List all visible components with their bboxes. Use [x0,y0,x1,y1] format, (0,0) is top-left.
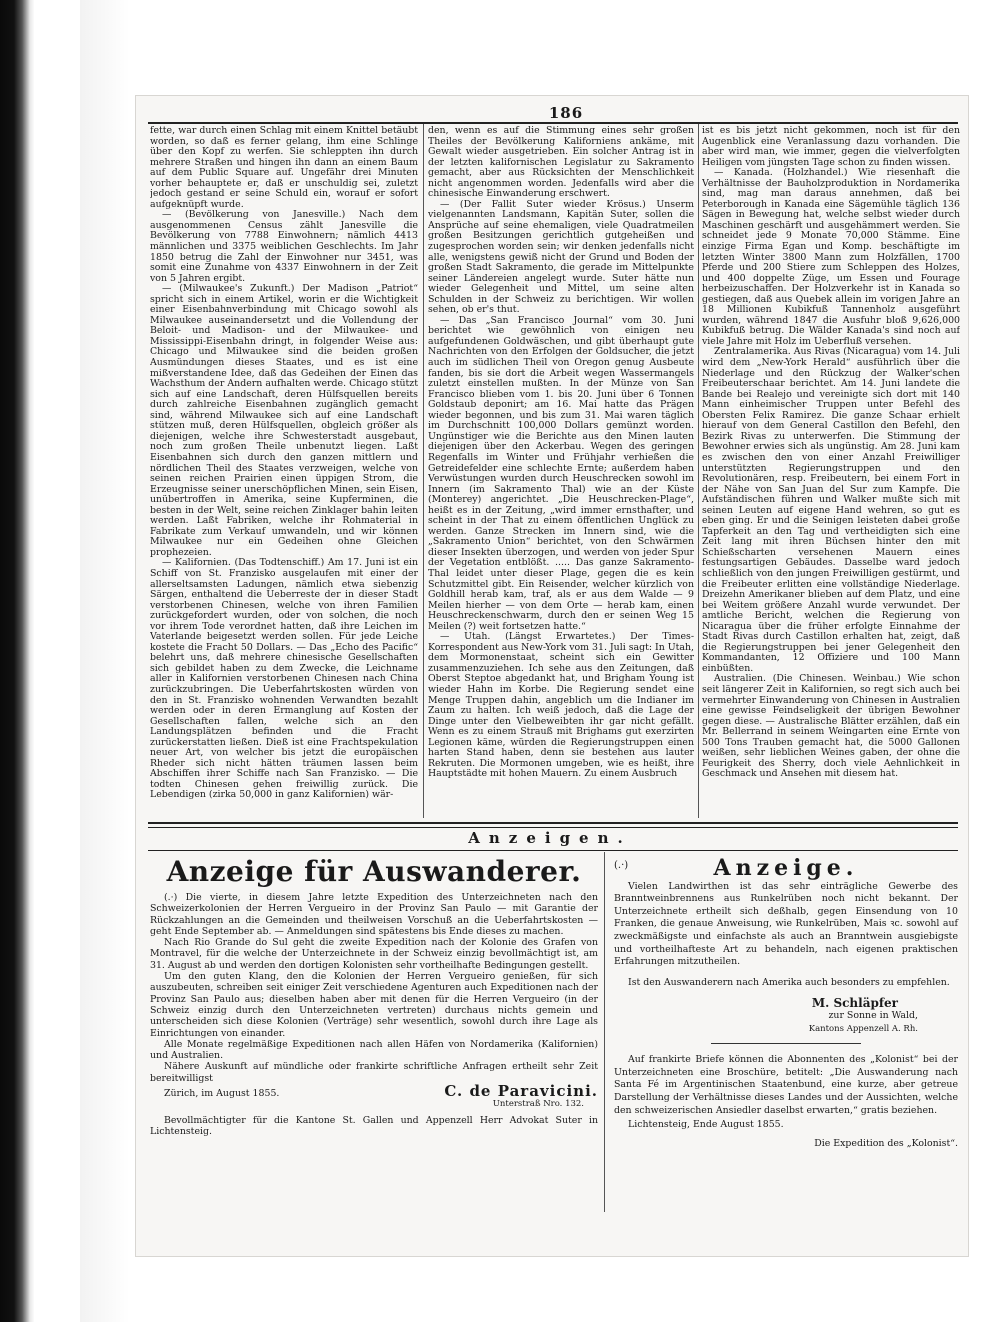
ad-mark: (.·) [614,860,629,871]
emigrant-ad [150,852,598,1137]
ad-paragraph: Um den guten Klang, den die Kolonien der Herren Vergueiro genießen, für sich auszubeuten, schreiben seit einiger Zeit verschiedene Agenturen auch Expeditionen nach der Provinz San Paulo aus; dieselben haben aber mit denen für die Herren Vergueiro (in der Schweiz einzig durch den Unterzeichneten vertreten) durchaus nichts gemein und unterscheiden sich diese Kolonien (Verträge) sehr wesentlich, sowohl durch ihre Lage als Einrichtungen von einander. [150,971,598,1039]
distilling-ad [614,852,958,1150]
article-paragraph: — (Bevölkerung von Janesville.) Nach dem ausgenommenen Census zählt Janesville die Bevölkerung von 7788 Einwohnern; nämlich 4413 männlichen und 3375 weiblichen Geschlechts. Im Jahr 1850 betrug die Zahl der Einwohner nur 3451, was somit eine Zunahme von 4337 Einwohnern in der Zeit von 5 Jahren ergibt. [150,209,418,284]
article-paragraph: Australien. (Die Chinesen. Weinbau.) Wie schon seit längerer Zeit in Kalifornien, so regt sich auch bei vermehrter Einwanderung von Chinesen in Australien eine gewisse Feindseligkeit der übrigen Bewohner gegen diese. — Australische Blätter erzählen, daß ein Mr. Bellerrand in seinem Weingarten eine Ernte von 500 Tons Trauben gemacht hat, die 5000 Gallonen weißen, sehr lieblichen Weines gaben, der ohne die Feurigkeit des Sherry, doch viele Aehnlichkeit in Geschmack und Ansehen mit diesem hat. [702,673,960,780]
article-column-3 [702,126,960,820]
article-paragraph: — Kanada. (Holzhandel.) Wie riesenhaft die Verhältnisse der Bauholzproduktion in Nordamerika sind, mag man daraus annehmen, daß bei Peterborough in Kanada eine Sägemühle täglich 136 Sägen in Bewegung hat, welche selbst wieder durch Maschinen geschärft und ausgehämmert werden. Sie schneidet jede 9 Monate 70,000 Stämme. Eine einzige Firma Egan und Komp. beschäftigte im letzten Winter 3800 Mann zum Holzfällen, 1700 Pferde und 200 Stiere zum Schleppen des Holzes, und 400 doppelte Züge, um Essen und Fourage herbeizuschaffen. Der Holzverkehr ist in Kanada so gestiegen, daß aus Quebek allein im vorigen Jahre an 18 Millionen Kubikfuß Tannenholz ausgeführt wurden, während 1847 die Ausfuhr bloß 9,626,000 Kubikfuß betrug. Die Wälder Kanada's sind noch auf viele Jahre mit Holz im Ueberfluß versehen. [702,167,960,347]
ad-paragraph: Alle Monate regelmäßige Expeditionen nach allen Häfen von Nordamerika (Kalifornien) und Australien. [150,1038,598,1062]
article-paragraph: — Utah. (Längst Erwartetes.) Der Times-Korrespondent aus New-York vom 31. Juli sagt: In Utah, dem Mormonenstaat, scheint sich ein Gewitter zusammenzuziehen. Ich sehe aus den Zeitungen, daß Oberst Steptoe abgedankt hat, und Brigham Young ist wieder Hahn im Korbe. Die Regierung sendet eine Menge Truppen dahin, angeblich um die Indianer im Zaum zu halten. Ich weiß jedoch, daß die Lage der Dinge unter den Vielbeweibten ihr gar nicht gefällt. Wenn es zu einem Strauß mit Brighams gut exerzirten Legionen käme, würden die Regierungstruppen einen harten Stand haben, denn sie bestehen aus lauter Rekruten. Die Mormonen umgeben, wie es heißt, ihre Hauptstädte mit hohen Mauern. Zu einem Ausbruch [428,631,694,780]
scan-edge [0,0,34,1322]
ads-section-title: Anzeigen. [468,829,632,847]
binding-shadow [80,0,130,1322]
ad-paragraph: Vielen Landwirthen ist das sehr einträgliche Gewerbe des Branntweinbrennens aus Runkelrüben noch nicht bekannt. Der Unterzeichnete ertheilt sich deßhalb, gegen Einsendung von 10 Franken, die genaue Anweisung, wie Runkelrüben, Mais ꝛc. sowohl auf zweckmäßigste und einfachste als auch an Branntwein ausgiebigste und vortheilhafteste Art zu behandeln, nach eigenen praktischen Erfahrungen mitzutheilen. [614,880,958,968]
article-paragraph: — Das „San Francisco Journal“ vom 30. Juni berichtet wie gewöhnlich von einigen neu aufgefundenen Goldwäschen, und gibt überhaupt gute Nachrichten von den Erfolgen der Goldsucher, die jetzt auch im südlichen Theil von Oregon genug Ausbeute fanden, bis sie dort die Arbeit wegen Wassermangels zuletzt einstellen mußten. In der Münze von San Francisco blieben vom 1. bis 20. Juni über 6 Tonnen Goldstaub deponirt; am 16. Mai hatte das Prägen wieder begonnen, und bis zum 31. Mai waren täglich im Durchschnitt 100,000 Dollars gemünzt worden. Ungünstiger wie die Berichte aus den Minen lauten diejenigen über den Ackerbau. Wegen des geringen Regenfalls im Winter und Frühjahr verhießen die Getreidefelder eine schlechte Ernte; außerdem haben Verwüstungen wurden durch Heuschrecken sowohl im Innern (im Sakramento Thal) wie an der Küste (Monterey) angerichtet. „Die Heuschrecken-Plage“, heißt es in der Zeitung, „wird immer ernsthafter, und scheint in der That zu einem öffentlichen Unglück zu werden. Ganze Strecken im Innern sind, wie die „Sakramento Union“ berichtet, von den Schwärmen dieser Insekten überzogen, und werden von jeder Spur der Vegetation entblößt. ..... Das ganze Sakramento-Thal leidet unter dieser Plage, gegen die es kein Schutzmittel gibt. Ein Reisender, welcher kürzlich von Goldhill herab kam, traf, als er aus dem Walde — 9 Meilen hierher — von dem Orte — herab kam, einen Heuschreckenschwarm, durch den er seinen Weg 15 Meilen (?) weit fortsetzen hatte.“ [428,314,694,632]
article-paragraph: fette, war durch einen Schlag mit einem Knittel betäubt worden, so daß es ferner gelang, ihm eine Schlinge über den Kopf zu werfen. Sie schleppten ihn durch mehrere Straßen und hingen ihn dann an einem Baum auf dem Public Square auf. Ungefähr drei Minuten vorher behauptete er, daß er unschuldig sei, zuletzt jedoch gestand er seine Schuld ein, worauf er sofort aufgeknüpft wurde. [150,126,418,210]
ad-paragraph: Nähere Auskunft auf mündliche oder frankirte schriftliche Anfragen ertheilt sehr Zeit bereitwilligst [150,1061,598,1084]
ad-signature: M. Schläpfer [811,996,898,1011]
ad-footer: Bevollmächtigter für die Kantone St. Gallen und Appenzell Herr Advokat Suter in Lichtensteig. [150,1114,598,1137]
notice-date: Lichtensteig, Ende August 1855. [628,1119,784,1131]
article-column-1 [150,126,418,820]
column-rule [423,124,424,818]
ads-rule-bottom [148,850,958,851]
ad-paragraph: Ist den Auswanderern nach Amerika auch besonders zu empfehlen. [628,976,950,988]
ad-signature: C. de Paravicini. [444,1082,598,1101]
notice-paragraph: Auf frankirte Briefe können die Abonnenten des „Kolonist“ bei der Unterzeichneten eine Broschüre, betitelt: „Die Auswanderung nach Santa Fé im Argentinischen Staatenbund, eine kurze, aber getreue Darstellung der Verhältnisse dieses Landes und der Aussichten, welche den schweizerischen Ansiedler daselbst erwarten,“ gratis beziehen. [614,1054,958,1116]
ad-address: Unterstraß Nro. 132. [492,1099,584,1110]
column-rule [698,124,699,818]
ad-signature-canton: Kantons Appenzell A. Rh. [808,1023,918,1034]
article-paragraph: ist es bis jetzt nicht gekommen, noch ist für den Augenblick eine Veranlassung dazu vorhanden. Die aber wird man, wie immer, gegen die vielverfolgten Heiligen vom jüngsten Tage schon zu finden wissen. [702,126,960,168]
distilling-ad-headline: Anzeige. [713,855,859,881]
article-paragraph: — (Milwaukee's Zukunft.) Der Madison „Patriot“ spricht sich in einem Artikel, worin er die Wichtigkeit einer Eisenbahnverbindung mit Chicago sowohl als Milwaukee auseinandersetzt und die Vollendung der Beloit- und Madison- und der Milwaukee- und Mississippi-Eisenbahn dringt, in folgender Weise aus: Chicago und Milwaukee sind die beiden großen Ausmündungen dieses Staates, und es ist eine mißverstandene Idee, daß das Gedeihen der Einen das Wachsthum der Andern aufhalten werde. Chicago stützt sich auf eine Landschaft, deren Hülfsquellen bereits durch zahlreiche Eisenbahnen zugänglich gemacht sind, während Milwaukee sich auf eine Landschaft stützen muß, deren Hülfsquellen, obgleich größer als diejenigen, welche ihre Schwesterstadt ausgebaut, noch zum großen Theile unbenutzt liegen. Laßt Eisenbahnen sich durch den ganzen mittlern und nördlichen Theil des Staates verzweigen, welche von seinen reichen Prairien einen üppigen Strom, die Erzeugnisse seiner unerschöpflichen Minen, sein Eisen, unübertroffen in Amerika, seine Kupferminen, die besten in der Welt, seine reichen Zinklager bahin leiten werden. Laßt Fabriken, welche ihr Rohmaterial in Fabrikate zum Verkauf umwandeln, und wir können Milwaukee nur ein Gedeihen ohne Gleichen prophezeien. [150,283,418,558]
notice-issuer: Die Expedition des „Kolonist“. [814,1137,958,1149]
ad-date: Zürich, im August 1855. [164,1088,280,1100]
ads-rule-top [148,822,958,828]
ads-divider [604,852,605,1212]
ad-paragraph: Nach Rio Grande do Sul geht die zweite Expedition nach der Kolonie des Grafen von Montravel, für die welche der Unterzeichnete in der Schweiz einzig bevollmächtigt ist, am 31. August ab und werden den dortigen Kolonisten sehr vortheilhafte Bedingungen gestellt. [150,937,598,971]
page-number: 186 [548,104,584,122]
article-paragraph: Zentralamerika. Aus Rivas (Nicaragua) vom 14. Juli wird dem „New-York Herald“ ausführlich über die Niederlage und den Rückzug der Walker'schen Freibeuterschaar berichtet. Am 14. Juni landete die Bande bei Realejo und vereinigte sich dort mit 140 Mann einheimischer Truppen unter Befehl des Obersten Felix Ramirez. Die ganze Schaar erhielt hierauf von dem General Castillon den Befehl, den Bezirk Rivas zu unterwerfen. Die Stimmung der Bewohner erwies sich als ungünstig. Am 28. Juni kam es zwischen den von einer Anzahl Freiwilliger unterstützten Regierungstruppen und den Revolutionären, resp. Freibeutern, bei einem Fort in der Nähe von San Juan del Sur zum Kampfe. Die Aufständischen führen und Walker mußte sich mit seinen Leuten auf eigene Hand wehren, so gut es eben ging. Er und die Seinigen leisteten dabei große Tapferkeit an den Tag und vertheidigten sich eine Zeit lang mit ihren Büchsen hinter den mit Schießscharten versehenen Mauern eines festungsartigen Gebäudes. Dasselbe ward jedoch schließlich von den jungen Freiwilligen gestürmt, und die Freibeuter erlitten eine vollständige Niederlage. Dreizehn Amerikaner blieben auf dem Platz, und eine bei Weitem größere Anzahl wurde verwundet. Der amtliche Bericht, welchen die Regierung von Nicaragua über die früher erfolgte Einnahme der Stadt Rivas durch Castillon erhalten hat, zeigt, daß die Regierungstruppen bei jener Gelegenheit den Kommandanten, 12 Offiziere und 100 Mann einbüßten. [702,346,960,674]
emigrant-ad-headline: Anzeige für Auswanderer. [166,855,582,888]
ad-signature-place: zur Sonne in Wald, [828,1009,918,1021]
article-paragraph: — Kalifornien. (Das Todtenschiff.) Am 17. Juni ist ein Schiff von St. Franzisko ausgelaufen mit einer der allerseltsamsten Ladungen, nämlich etwa siebenzig Särgen, enthaltend die Ueberreste der in dieser Stadt verstorbenen Chinesen, welche von ihren Familien zurückgefordert wurden, oder von solchen, die noch vor ihrem Tode verordnet hatten, daß ihre Leichen im Vaterlande beigesetzt werden sollen. Für jede Leiche kostete die Fracht 50 Dollars. — Das „Echo des Pacific“ belehrt uns, daß mehrere chinesische Gesellschaften sich gebildet haben zu dem Zwecke, die Leichname aller in Kalifornien verstorbenen Chinesen nach China zurückzubringen. Die Ueberfahrtskosten würden von den in St. Franzisko wohnenden Verwandten bezahlt werden oder in deren Ermanglung auf Kosten der Gesellschaften fallen, welche sich an den Landungsplätzen befinden und die Fracht zurückerstatten ließen. Dieß ist eine Frachtspekulation neuer Art, von welcher bis jetzt die europäischen Rheder sich nicht hätten träumen lassen beim Abschiffen ihrer Schiffe nach San Franzisko. — Die todten Chinesen gehen freiwillig zurück. Die Lebendigen (zirka 50,000 in ganz Kalifornien) wär- [150,557,418,801]
article-paragraph: den, wenn es auf die Stimmung eines sehr großen Theiles der Bevölkerung Kaliforniens ankäme, mit Gewalt wieder ausgetrieben. Ein solcher Antrag ist in der letzten kalifornischen Legislatur zu Sakramento gemacht, aber aus Rücksichten der Menschlichkeit nicht angenommen worden. Jedenfalls wird aber die chinesische Einwanderung erschwert. [428,126,694,200]
ad-paragraph: (.·) Die vierte, in diesem Jahre letzte Expedition des Unterzeichneten nach den Schweizerkolonien der Herren Vergueiro in der Provinz San Paulo — mit Garantie der Rückzahlungen an die Gemeinden und theilweisen Vorschuß an die Ueberfahrtskosten — geht Ende September ab. — Anmeldungen sind spätestens bis Ende dieses zu machen. [150,892,598,937]
short-rule [711,1043,861,1044]
ad-signature-row [150,1082,598,1101]
article-column-2 [428,126,694,820]
article-paragraph: — (Der Fallit Suter wieder Krösus.) Unserm vielgenannten Landsmann, Kapitän Suter, sollen die Ansprüche auf seine ehemaligen, viele Quadratmeilen großen Besitzungen gerichtlich gutgeheißen und zugesprochen worden sein; wir denken jedenfalls nicht alle, wenigstens gewiß nicht der Grund und Boden der großen Stadt Sakramento, die gerade im Mittelpunkte seiner Ländereien angelegt wurde. Suter hätte nun wieder Gelegenheit und Mittel, um seine alten Schulden in der Schweiz zu berichtigen. Wir wollen sehen, ob er's thut. [428,198,694,316]
header-rule [148,122,958,124]
